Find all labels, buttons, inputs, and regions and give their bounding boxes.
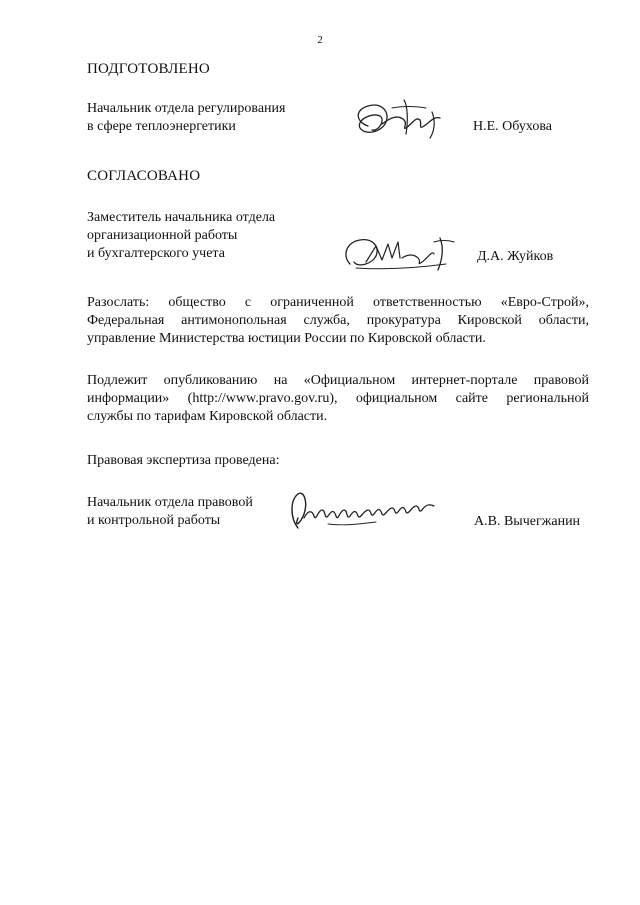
prepared-position-line: Начальник отдела регулирования (87, 101, 286, 116)
prepared-heading: ПОДГОТОВЛЕНО (87, 61, 210, 77)
agreed-heading: СОГЛАСОВАНО (87, 168, 201, 184)
legal-review-text: Правовая экспертиза проведена: (87, 453, 280, 468)
prepared-position-line: в сфере теплоэнергетики (87, 119, 236, 134)
prepared-position (87, 100, 285, 136)
distribution-line: управление Министерства юстиции России по Кировской области. (87, 331, 486, 346)
prepared-name: Н.Е. Обухова (473, 119, 552, 134)
agreed-name: Д.А. Жуйков (477, 249, 554, 264)
publication-line: информации» (http://www.pravo.gov.ru), официальном сайте региональной (87, 391, 589, 406)
agreed-position-line: и бухгалтерского учета (87, 246, 225, 261)
signature-zhuikov (336, 228, 466, 276)
legal-review-position-line: Начальник отдела правовой (87, 495, 253, 510)
agreed-position (87, 209, 275, 263)
distribution-line: Разослать: общество с ограниченной ответственностью «Евро-Строй», (87, 295, 589, 310)
legal-review-position (87, 494, 253, 530)
distribution-paragraph (87, 294, 589, 348)
publication-paragraph (87, 372, 589, 426)
agreed-position-line: Заместитель начальника отдела (87, 210, 276, 225)
agreed-position-line: организационной работы (87, 228, 238, 243)
page-number: 2 (317, 34, 323, 46)
legal-review-name: А.В. Вычегжанин (474, 514, 581, 529)
signature-obukhova (346, 92, 466, 144)
legal-review-position-line: и контрольной работы (87, 513, 221, 528)
signature-vychegzhanin (284, 488, 444, 536)
publication-line: службы по тарифам Кировской области. (87, 409, 328, 424)
distribution-line: Федеральная антимонопольная служба, прокуратура Кировской области, (87, 313, 589, 328)
publication-line: Подлежит опубликованию на «Официальном интернет-портале правовой (87, 373, 589, 388)
